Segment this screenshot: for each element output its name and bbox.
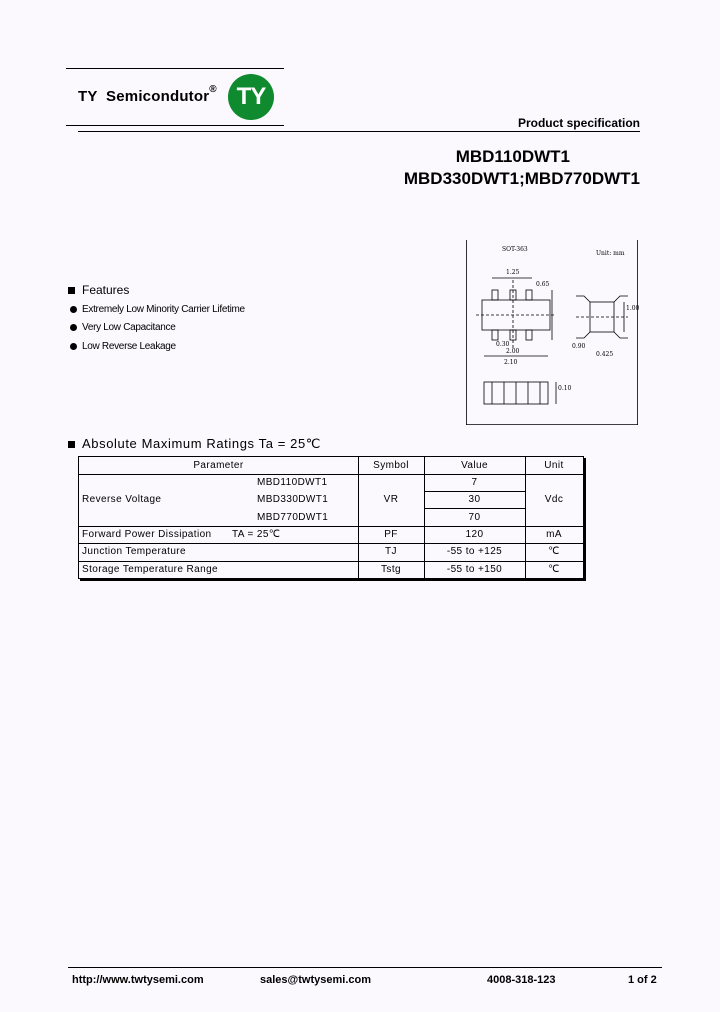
part-title-line1: MBD110DWT1 [455, 147, 570, 166]
footer-rule [68, 967, 662, 968]
dim-label: 1.00 [626, 305, 640, 312]
reverse-voltage-label: Reverse Voltage [82, 494, 162, 505]
table-row-symbol: PF [384, 529, 398, 540]
column-header-value: Value [461, 460, 488, 471]
column-header-unit: Unit [544, 460, 564, 471]
table-row-value: -55 to +150 [446, 564, 503, 575]
ratings-heading: Absolute Maximum Ratings Ta = 25℃ [68, 436, 321, 452]
table-row-unit: ℃ [548, 564, 560, 575]
features-heading: Features [68, 283, 129, 297]
table-divider [79, 561, 583, 562]
table-row-parameter: Junction Temperature [82, 546, 186, 557]
reverse-voltage-value: 30 [468, 494, 481, 505]
table-row-parameter: Storage Temperature Range [82, 564, 219, 575]
website-link[interactable]: http://www.twtysemi.com [72, 974, 204, 986]
table-row-unit: ℃ [548, 546, 560, 557]
square-bullet-icon [68, 441, 75, 448]
table-row-unit: mA [546, 529, 562, 540]
feature-item: Very Low Capacitance [70, 322, 176, 333]
table-divider [424, 491, 525, 492]
table-divider [358, 457, 359, 578]
round-bullet-icon [70, 306, 77, 313]
company-logo: TY [228, 74, 274, 120]
spec-rule [78, 131, 640, 132]
package-label: SOT-363 [502, 246, 528, 253]
product-specification-label: Product specification [517, 116, 640, 130]
table-row-symbol: Tstg [381, 564, 401, 575]
table-divider [79, 526, 583, 527]
dim-label: 0.10 [558, 385, 572, 392]
table-row-value: -55 to +125 [446, 546, 503, 557]
device-name: MBD110DWT1 [257, 477, 328, 488]
column-header-symbol: Symbol [373, 460, 409, 471]
part-title-line2: MBD330DWT1;MBD770DWT1 [403, 169, 640, 188]
email-link[interactable]: sales@twtysemi.com [260, 974, 371, 986]
dim-label: 2.00 [506, 348, 520, 355]
reverse-voltage-value: 7 [471, 477, 478, 488]
header-rule-bottom [66, 125, 284, 126]
reverse-voltage-value: 70 [468, 512, 481, 523]
unit-label: Unit: mm [596, 250, 625, 257]
table-divider [79, 543, 583, 544]
feature-item: Extremely Low Minority Carrier Lifetime [70, 304, 245, 315]
dim-label: 0.90 [572, 343, 586, 350]
round-bullet-icon [70, 343, 77, 350]
table-row-value: 120 [465, 529, 484, 540]
reverse-voltage-unit: Vdc [544, 494, 564, 505]
header-rule-top [66, 68, 284, 69]
table-row-parameter: Forward Power Dissipation [82, 529, 212, 540]
dim-label: 0.65 [536, 281, 550, 288]
round-bullet-icon [70, 324, 77, 331]
phone-number: 4008-318-123 [487, 974, 556, 986]
feature-item: Low Reverse Leakage [70, 341, 176, 352]
table-row-condition: TA = 25℃ [232, 529, 281, 540]
dim-label: 1.25 [506, 269, 520, 276]
device-name: MBD770DWT1 [257, 512, 329, 523]
table-divider [424, 508, 525, 509]
table-divider [525, 457, 526, 578]
ratings-table [78, 456, 584, 579]
table-divider [79, 474, 583, 475]
registered-mark: ® [209, 84, 217, 95]
square-bullet-icon [68, 287, 75, 294]
reverse-voltage-symbol: VR [383, 494, 399, 505]
dim-label: 2.10 [504, 359, 518, 366]
dim-label: 0.30 [496, 341, 510, 348]
company-name: TY Semicondutor® [78, 84, 217, 105]
column-header-parameter: Parameter [193, 460, 244, 471]
package-outline-drawing [466, 240, 638, 425]
device-name: MBD330DWT1 [257, 494, 329, 505]
dim-label: 0.425 [596, 351, 614, 358]
page-number: 1 of 2 [628, 974, 657, 986]
table-row-symbol: TJ [385, 546, 397, 557]
